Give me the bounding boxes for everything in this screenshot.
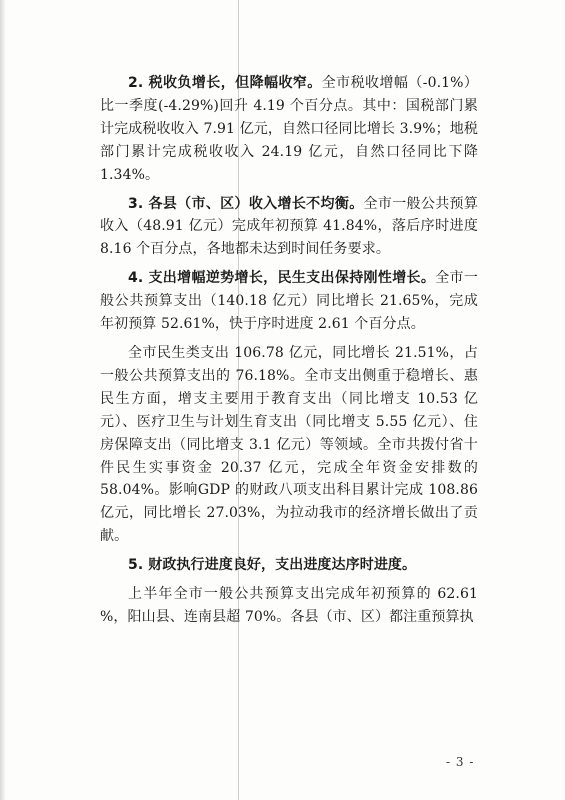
section-heading-county: 3. 各县（市、区）收入增长不均衡。 (128, 195, 364, 212)
scan-edge-shadow (0, 0, 6, 800)
paragraph-text: 全市一般公共预算支出（140.18 亿元）同比增长 21.65%，完成年初预算 52.61%，快于序时进度 2.61 个百分点。 (100, 270, 478, 333)
paragraph-text: 全市一般公共预算收入（48.91 亿元）完成年初预算 41.84%，落后序时进度 8.16 个百分点，各地都未达到时间任务要求。 (100, 195, 478, 258)
paragraph-text: 全市税收增幅（-0.1%）比一季度(-4.29%)回升 4.19 个百分点。其中：国税部门累计完成税收收入 7.91 亿元，自然口径同比增长 3.9%；地税部门累计完成税收收入 24.19 亿元，自然口径同比下降 1.34%。 (100, 75, 478, 183)
section-heading-tax: 2. 税收负增长，但降幅收窄。 (128, 75, 322, 91)
paragraph-text: 全市民生类支出 106.78 亿元，同比增长 21.51%，占一般公共预算支出的 76.18%。全市支出侧重于稳增长、惠民生方面，增支主要用于教育支出（同比增支 10.53 亿元）、医疗卫生与计划生育支出（同比增支 5.55 亿元）、住房保障支出（同比增支 3.1 亿元）等领域。全市共拨付省十件民生实事资金 20.37 亿元，完成全年资金安排数的 58.04%。影响GDP 的财政八项支出科目累计完成 108.86 亿元，同比增长 27.03%，为拉动我市的经济增长做出了贡献。 (100, 344, 478, 545)
paragraph-expenditure-growth (100, 267, 478, 336)
paragraph-text: 上半年全市一般公共预算支出完成年初预算的 62.61 %，阳山县、连南县超 70%。各县（市、区）都注重预算执 (100, 586, 478, 625)
paragraph-tax-revenue (100, 72, 478, 187)
paragraph-livelihood-spending (100, 342, 478, 548)
section-heading-expenditure: 4. 支出增幅逆势增长，民生支出保持刚性增长。 (128, 270, 436, 287)
paragraph-execution-progress (100, 583, 478, 629)
section-heading-progress: 5. 财政执行进度良好，支出进度达序时进度。 (128, 557, 417, 574)
paragraph-county-revenue (100, 193, 478, 262)
paragraph-execution-progress-heading (100, 554, 478, 577)
page-number: - 3 - (446, 755, 475, 769)
document-body (100, 72, 478, 629)
